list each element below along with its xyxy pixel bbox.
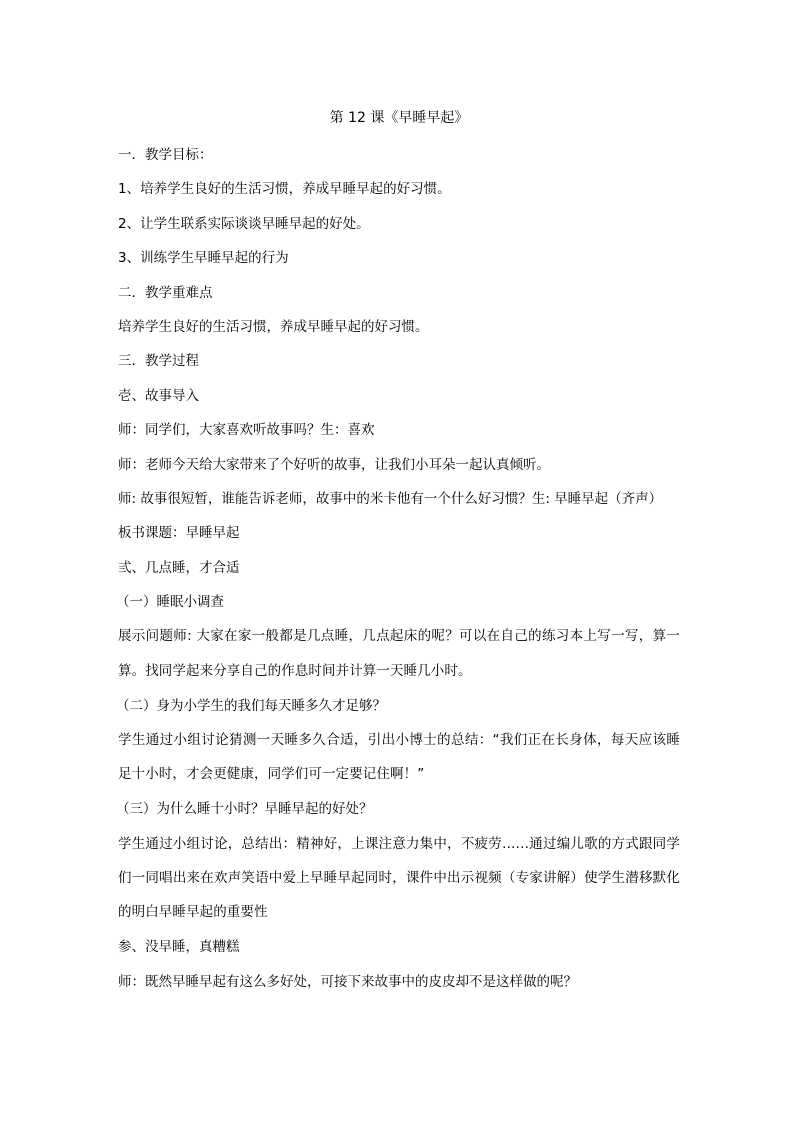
step-heading-story-intro: 壱、故事导入 — [118, 387, 199, 404]
step-heading-bedtime: 弎、几点睡，才合适 — [118, 559, 240, 576]
section-heading-objectives: 一．教学目标： — [118, 147, 213, 163]
dialogue-line: 师：老师今天给大家带来了个好听的故事，让我们小耳朵一起认真倾听。 — [118, 456, 550, 473]
objective-2: 2、让学生联系实际谈谈早睡早起的好处。 — [118, 215, 370, 232]
objective-3: 3、训练学生早睡早起的行为 — [118, 250, 289, 267]
objective-1: 1、培养学生良好的生活习惯，养成早睡早起的好习惯。 — [118, 181, 451, 198]
dialogue-line: 师：同学们，大家喜欢听故事吗？生：喜欢 — [118, 422, 375, 439]
section-heading-key-points: 二．教学重难点 — [118, 284, 213, 301]
document-title: 第 12 课《早睡早起》 — [329, 110, 469, 126]
sub-heading-sleep-duration: （二）身为小学生的我们每天睡多久才足够？ — [116, 697, 386, 714]
board-title-line: 板书课题：早睡早起 — [118, 525, 240, 542]
sub-heading-benefits: （三）为什么睡十小时？早睡早起的好处？ — [116, 801, 373, 818]
sub-heading-sleep-survey: （一）睡眠小调查 — [116, 594, 224, 611]
document-page — [118, 108, 680, 1006]
dialogue-line: 师：既然早睡早起有这么多好处，可接下来故事中的皮皮却不是这样做的呢？ — [118, 973, 577, 990]
paragraph-benefits: 学生通过小组讨论，总结出：精神好，上课注意力集中，不疲劳……通过编儿歌的方式跟同学们一同唱出来在欢声笑语中爱上早睡早起同时，课件中出示视频（专家讲解）使学生潜移默化的明白早睡早起的重要性 — [118, 835, 680, 921]
section-heading-process: 三．教学过程 — [118, 353, 199, 370]
dialogue-line: 师: 故事很短暂，谁能告诉老师，故事中的米卡他有一个什么好习惯？生: 早睡早起（齐声） — [118, 490, 663, 507]
paragraph-duration: 学生通过小组讨论猜测一天睡多久合适，引出小博士的总结：“我们正在长身体，每天应该睡足十小时，才会更健康，同学们可一定要记住啊！” — [118, 732, 680, 783]
key-point-text: 培养学生良好的生活习惯，养成早睡早起的好习惯。 — [118, 318, 429, 335]
paragraph-survey: 展示问题师: 大家在家一般都是几点睡，几点起床的呢？可以在自己的练习本上写一写，算一算。找同学起来分享自己的作息时间并计算一天睡几小时。 — [118, 628, 680, 679]
step-heading-no-sleep: 参、没早睡，真糟糕 — [118, 939, 240, 956]
